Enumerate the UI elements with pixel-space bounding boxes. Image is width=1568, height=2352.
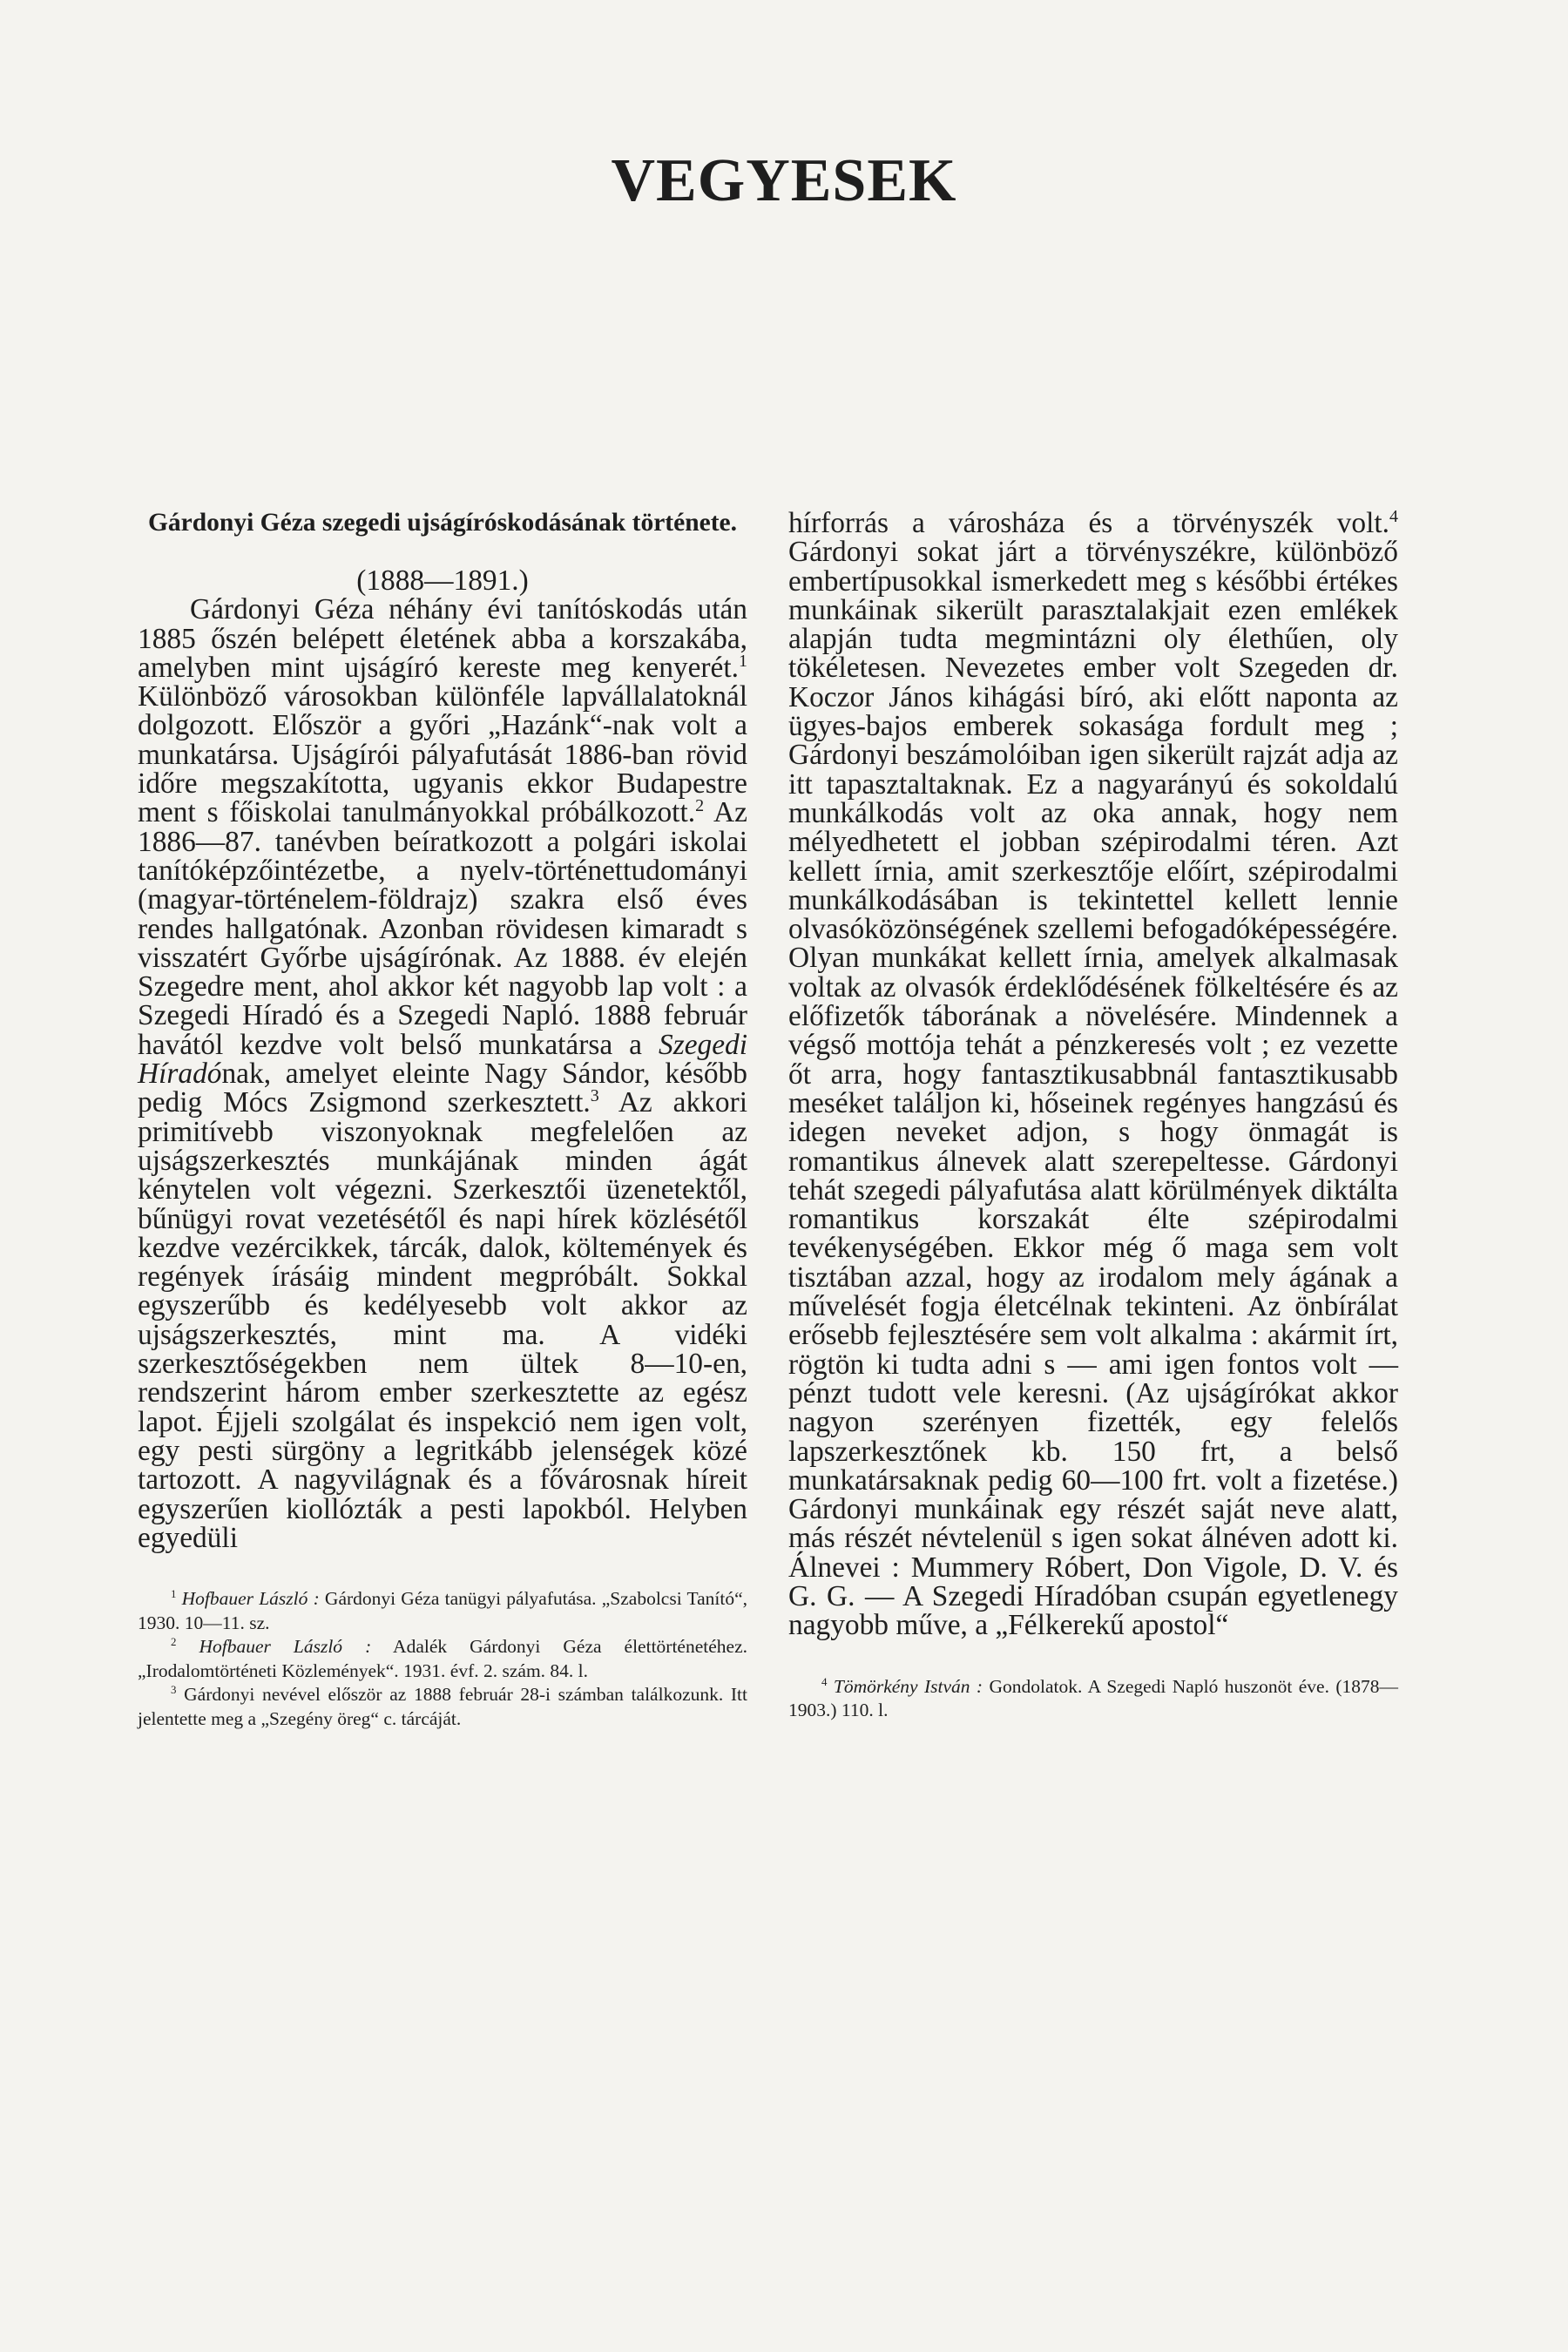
footnote: $^4$ Tömörkény István : Gondolatok. A Szegedi Napló huszonöt éve. (1878—1903.) 110. l. [788,1675,1399,1721]
footnote: $^1$ Hofbauer László : Gárdonyi Géza tanügyi pályafutása. „Szabolcsi Tanító“, 1930. 10—11. sz. [138,1587,748,1633]
footnote-ref: 3 [590,1086,599,1106]
article-title: Gárdonyi Géza szegedi ujságíróskodásának története. [147,509,737,537]
article-body-left: Gárdonyi Géza néhány évi tanítóskodás után 1885 őszén belépett életének abba a korszakába, amelyben mint ujságíró kereste meg kenyerét.$^1$ Különböző városokban különféle lapvállalatoknál dolgozott. Először a győri „Hazánk“-nak volt a munkatársa. Ujságírói pályafutását 1886-ban rövid időre megszakította, ugyanis ekkor Budapestre ment s főiskolai tanulmányokkal próbálkozott.$^2$ Az 1886—87. tanévben beíratkozott a polgári iskolai tanítóképzőintézetbe, a nyelv-történettudományi (magyar-történelem-földrajz) szakra első éves rendes hallgatónak. Azonban rövidesen kimaradt s visszatért Győrbe ujságírónak. Az 1888. év elején Szegedre ment, ahol akkor két nagyobb lap volt : a Szegedi Híradó és a Szegedi Napló. 1888 február havától kezdve volt belső munkatársa a Szegedi Híradónak, amelyet eleinte Nagy Sándor, később pedig Mócs Zsigmond szerkesztett.$^3$ Az akkori primitívebb viszonyoknak megfelelően az ujságszerkesztés munkájának minden ágát kénytelen volt végezni. Szerkesztői üzenetektől, bűnügyi rovat vezetésétől és napi hírek közlésétől kezdve vezércikkek, tárcák, dalok, költemények és regények írásáig mindent megpróbált. Sokkal egyszerűbb és kedélyesebb volt akkor az ujságszerkesztés, mint ma. A vidéki szerkesztőségekben nem ültek 8—10-en, rendszerint három ember szerkesztette az egész lapot. Éjjeli szolgálat és inspekció nem igen volt, egy pesti sürgöny a legritkább jelenségek közé tartozott. A nagyvilágnak és a fővárosnak híreit egyszerűen kiollózták a pesti lapokból. Helyben egyedüli [138,593,747,1554]
footnote: $^2$ Hofbauer László : Adalék Gárdonyi Géza élettörténetéhez. „Irodalomtörténeti Közlemények“. 1931. évf. 2. szám. 84. l. [138,1635,747,1681]
footnote-ref: 1 [738,651,747,671]
footnote-ref: 2 [695,796,705,816]
footnotes-left [138,1587,747,1731]
left-column [138,509,747,1731]
right-column [788,506,1399,1723]
article-dates: (1888—1891.) [356,564,529,597]
page-header: VEGYESEK [611,147,957,214]
footnote-ref: 4 [1389,506,1398,526]
footnotes-right [788,1675,1398,1723]
article-body-right: hírforrás a városháza és a törvényszék volt.$^4$ Gárdonyi sokat járt a törvényszékre, különböző embertípusokkal ismerkedett meg s későbbi értékes munkáinak sikerült parasztalakjait ezen emlékek alapján tudta megmintázni oly élethűen, oly tökéletesen. Nevezetes ember volt Szegeden dr. Koczor János kihágási bíró, aki előtt naponta az ügyes-bajos emberek sokasága fordult meg ; Gárdonyi beszámolóiban igen sikerült rajzát adja az itt tapasztaltaknak. Ez a nagyarányú és sokoldalú munkálkodás volt az oka annak, hogy nem mélyedhetett el jobban szépirodalmi téren. Azt kellett írnia, amit szerkesztője előírt, szépirodalmi munkálkodásában is tekintettel kellett lennie olvasóközönségének szellemi befogadóképességére. Olyan munkákat kellett írnia, amelyek alkalmasak voltak az olvasók érdeklődésének fölkeltésére és az előfizetők táborának a növelésére. Mindennek a végső mottója tehát a pénzkeresés volt ; ez vezette őt arra, hogy fantasztikusabbnál fantasztikusabb meséket találjon ki, hőseinek regényes hangzású és idegen neveket adjon, s hogy önmagát is romantikus álnevek alatt szerepeltesse. Gárdonyi tehát szegedi pályafutása alatt körülmények diktálta romantikus korszakát élte szépirodalmi tevékenységében. Ekkor még ő maga sem volt tisztában azzal, hogy az irodalom mely ágának a művelését fogja életcélnak tekinteni. Az önbírálat erősebb fejlesztésére sem volt alkalma : akármit írt, rögtön ki tudta adni s — ami igen fontos volt — pénzt tudott vele keresni. (Az ujságírókat akkor nagyon szerényen fizették, egy felelős lapszerkesztőnek kb. 150 frt, a belső munkatársaknak pedig 60—100 frt. volt a fizetése.) Gárdonyi munkáinak egy részét saját neve alatt, más részét névtelenül s igen sokat álnéven adott ki. Álnevei : Mummery Róbert, Don Vigole, D. V. és G. G. — A Szegedi Híradóban csupán egyetlenegy nagyobb műve, a „Félkerekű apostol“ [788,506,1398,1642]
footnote: $^3$ Gárdonyi nevével először az 1888 február 28-i számban találkozunk. Itt jelentette meg a „Szegény öreg“ c. tárcáját. [138,1683,748,1729]
